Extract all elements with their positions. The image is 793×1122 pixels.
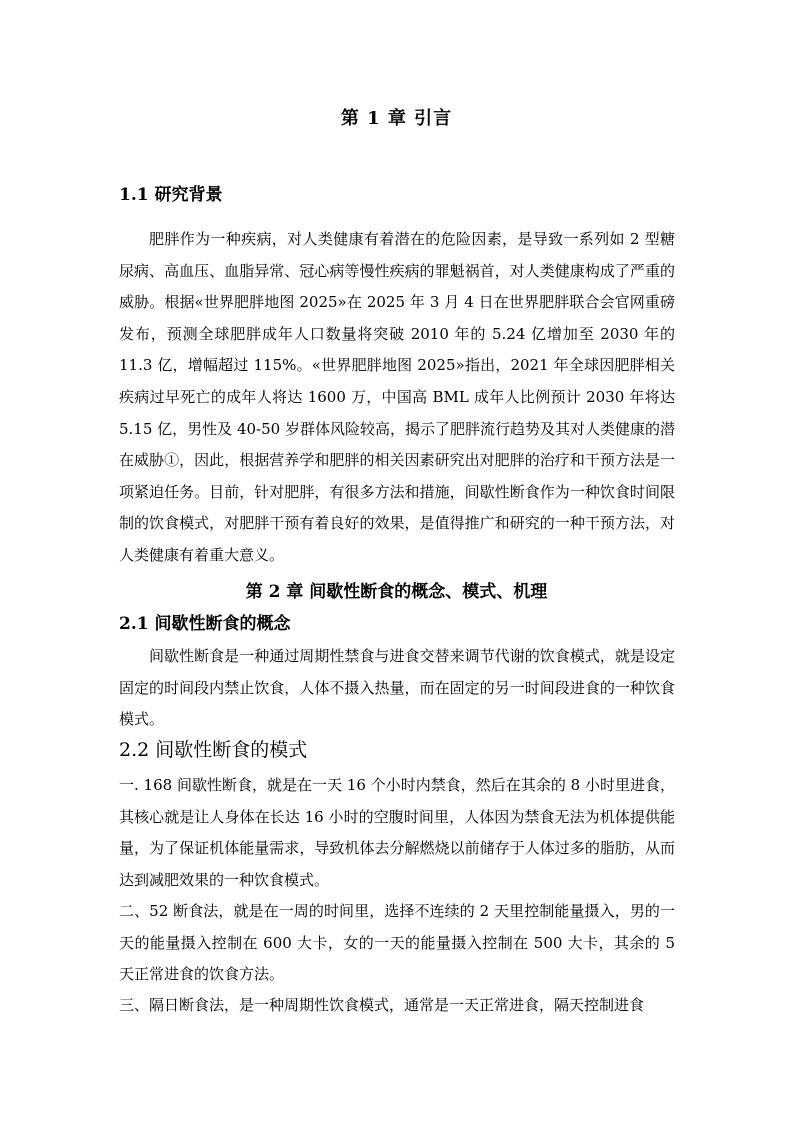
mode-52-paragraph: 二、52 断食法，就是在一周的时间里，选择不连续的 2 天里控制能量摄入，男的一天的能量摄入控制在 600 大卡，女的一天的能量摄入控制在 500 大卡，其余的 5 天正常进食的饮食方法。: [119, 902, 675, 984]
chapter-1-title: 第 1 章 引言: [340, 108, 453, 129]
mode-168-paragraph: 一. 168 间歇性断食，就是在一天 16 个小时内禁食，然后在其余的 8 小时里进食，其核心就是让人身体在长达 16 小时的空腹时间里，人体因为禁食无法为机体提供能量，为了保证机体能量需求，导致机体去分解燃烧以前储存于人体过多的脂肪，从而达到减肥效果的一种饮食模式。: [119, 776, 675, 889]
chapter-2-title: 第 2 章 间歇性断食的概念、模式、机理: [245, 582, 548, 602]
section-2-2-title: 2.2 间歇性断食的模式: [119, 739, 308, 761]
background-paragraph: 肥胖作为一种疾病，对人类健康有着潜在的危险因素，是导致一系列如 2 型糖尿病、高血压、血脂异常、冠心病等慢性疾病的罪魁祸首，对人类健康构成了严重的威胁。根据«世界肥胖地图 2025»在 2025 年 3 月 4 日在世界肥胖联合会官网重磅发布，预测全球肥胖成年人口数量将突破 2010 年的 5.24 亿增加至 2030 年的 11.3 亿，增幅超过 115%。«世界肥胖地图 2025»指出，2021 年全球因肥胖相关疾病过早死亡的成年人将达 1600 万，中国高 BML 成年人比例预计 2030 年将达 5.15 亿，男性及 40-50 岁群体风险较高，揭示了肥胖流行趋势及其对人类健康的潜在威胁①，因此，根据营养学和肥胖的相关因素研究出对肥胖的治疗和干预方法是一项紧迫任务。目前，针对肥胖，有很多方法和措施，间歇性断食作为一种饮食时间限制的饮食模式，对肥胖干预有着良好的效果，是值得推广和研究的一种干预方法，对人类健康有着重大意义。: [119, 230, 675, 564]
concept-paragraph: 间歇性断食是一种通过周期性禁食与进食交替来调节代谢的饮食模式，就是设定固定的时间段内禁止饮食，人体不摄入热量，而在固定的另一时间段进食的一种饮食模式。: [119, 647, 675, 729]
section-2-1-title: 2.1 间歇性断食的概念: [119, 614, 291, 634]
section-1-1-title: 1.1 研究背景: [119, 185, 223, 205]
mode-alternate-day-paragraph: 三、隔日断食法，是一种周期性饮食模式，通常是一天正常进食，隔天控制进食: [119, 996, 645, 1014]
